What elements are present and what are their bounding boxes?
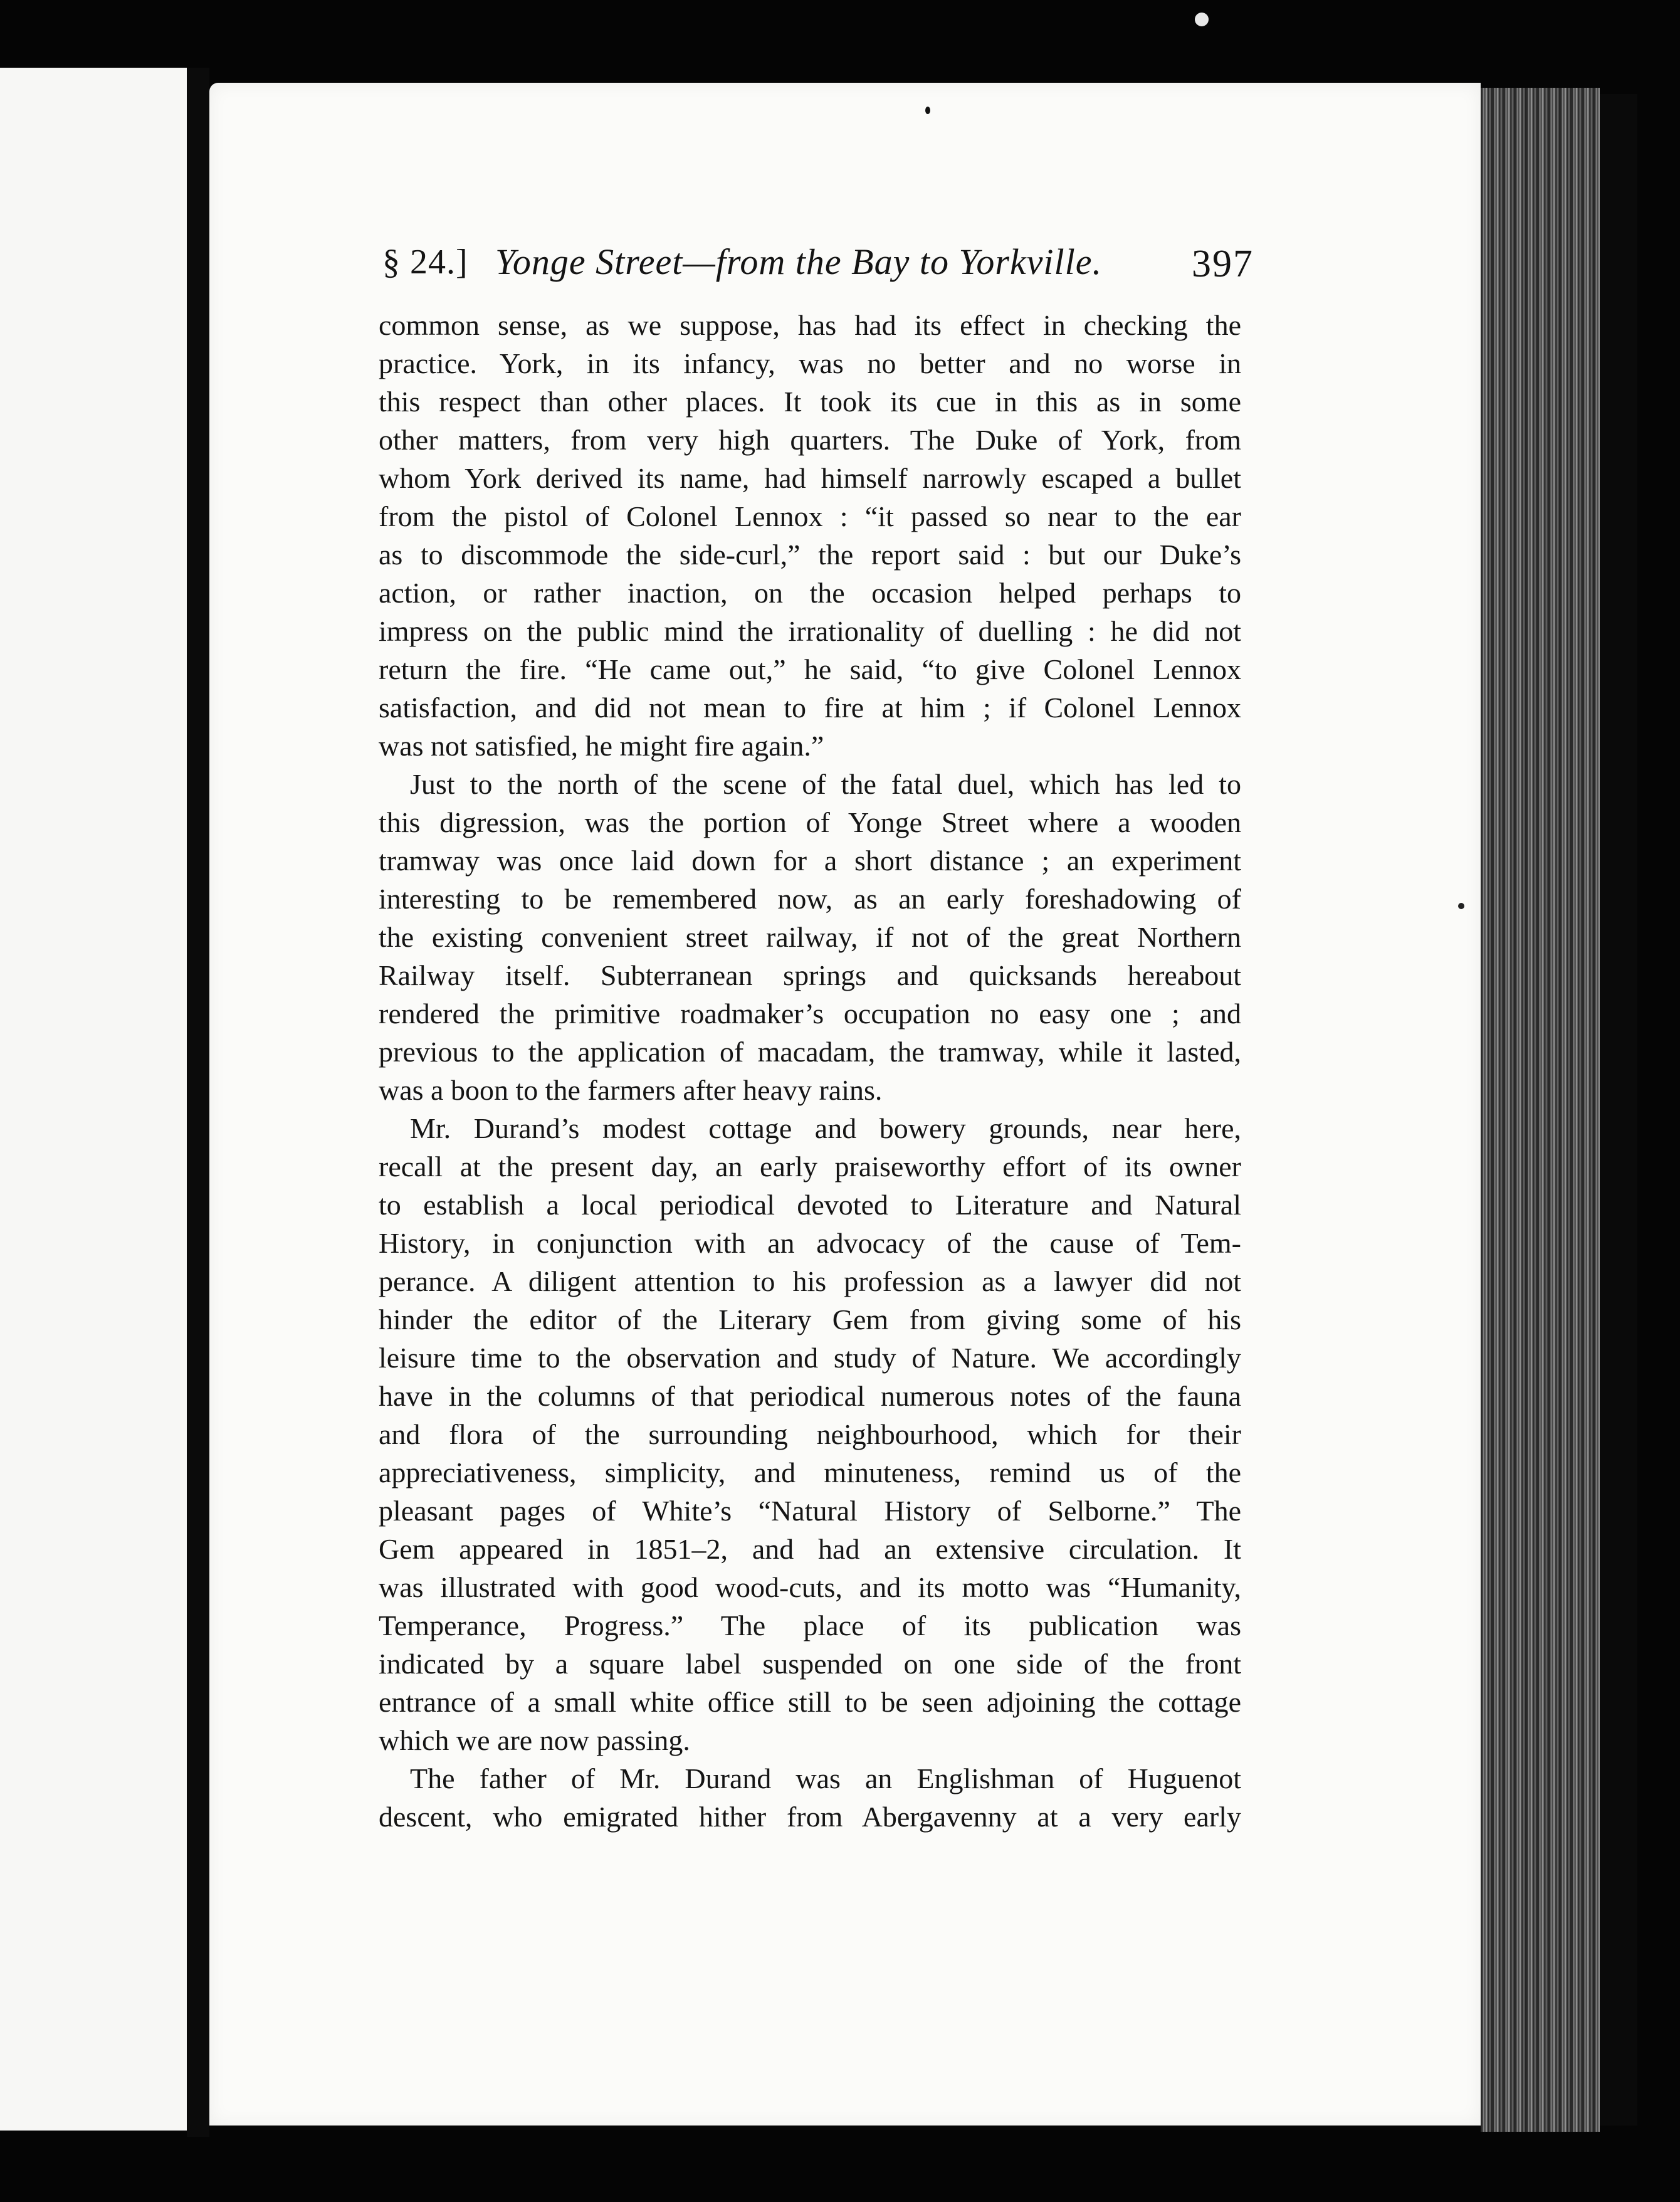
- text-line: pleasant pages of White’s “Natural History of Selborne.” The: [379, 1495, 1241, 1527]
- text-line: return the fire. “He came out,” he said, “to give Colonel Lennox: [379, 653, 1241, 685]
- text-line: interesting to be remembered now, as an early foreshadowing of: [379, 883, 1241, 915]
- text-line: practice. York, in its infancy, was no better and no worse in: [379, 347, 1241, 379]
- text-line: appreciativeness, simplicity, and minuteness, remind us of the: [379, 1457, 1241, 1488]
- text-line: and flora of the surrounding neighbourhood, which for their: [379, 1418, 1241, 1450]
- paragraph: [379, 306, 1241, 765]
- text-line: have in the columns of that periodical numerous notes of the fauna: [379, 1380, 1241, 1412]
- text-line: was not satisfied, he might fire again.”: [379, 730, 824, 762]
- text-line: Railway itself. Subterranean springs and quicksands hereabout: [379, 959, 1241, 991]
- book-cover-edge: [1600, 94, 1637, 2126]
- text-line: to establish a local periodical devoted to Literature and Natural: [379, 1189, 1241, 1221]
- text-line: impress on the public mind the irrationality of duelling : he did not: [379, 615, 1241, 647]
- text-line: satisfaction, and did not mean to fire at him ; if Colonel Lennox: [379, 692, 1241, 724]
- text-line: which we are now passing.: [379, 1724, 690, 1756]
- text-line: The father of Mr. Durand was an Englishman of Huguenot: [410, 1762, 1241, 1794]
- running-title: Yonge Street—from the Bay to Yorkville.: [495, 241, 1103, 282]
- text-line: Gem appeared in 1851–2, and had an extensive circulation. It: [379, 1533, 1241, 1565]
- page-number: 397: [1192, 243, 1254, 285]
- text-line: indicated by a square label suspended on one side of the front: [379, 1648, 1241, 1680]
- text-line: descent, who emigrated hither from Abergavenny at a very early: [379, 1801, 1241, 1833]
- text-line: previous to the application of macadam, the tramway, while it lasted,: [379, 1036, 1241, 1068]
- facing-page-edge: [0, 68, 189, 2131]
- scan-artifact: [1195, 13, 1209, 26]
- text-line: tramway was once laid down for a short distance ; an experiment: [379, 845, 1241, 877]
- text-line: Just to the north of the scene of the fatal duel, which has led to: [410, 768, 1241, 800]
- text-line: as to discommode the side-curl,” the report said : but our Duke’s: [379, 539, 1241, 571]
- text-line: action, or rather inaction, on the occasion helped perhaps to: [379, 577, 1241, 609]
- text-line: recall at the present day, an early praiseworthy effort of its owner: [379, 1151, 1241, 1183]
- text-line: other matters, from very high quarters. The Duke of York, from: [379, 424, 1241, 456]
- text-line: this respect than other places. It took its cue in this as in some: [379, 386, 1241, 418]
- text-line: leisure time to the observation and study of Nature. We accordingly: [379, 1342, 1241, 1374]
- text-line: hinder the editor of the Literary Gem from giving some of his: [379, 1304, 1241, 1335]
- text-line: perance. A diligent attention to his profession as a lawyer did not: [379, 1265, 1241, 1297]
- paragraph: [379, 765, 1241, 1109]
- text-line: was a boon to the farmers after heavy rains.: [379, 1074, 883, 1106]
- text-line: Mr. Durand’s modest cottage and bowery grounds, near here,: [410, 1112, 1241, 1144]
- body-text: [379, 306, 1241, 1836]
- ink-speck: [925, 107, 930, 114]
- text-line: whom York derived its name, had himself narrowly escaped a bullet: [379, 462, 1241, 494]
- paragraph: [379, 1759, 1241, 1836]
- book-gutter: [187, 68, 209, 2137]
- text-line: Temperance, Progress.” The place of its publication was: [379, 1609, 1241, 1641]
- text-line: this digression, was the portion of Yonge Street where a wooden: [379, 806, 1241, 838]
- paragraph: [379, 1109, 1241, 1759]
- text-line: History, in conjunction with an advocacy of the cause of Tem-: [379, 1227, 1241, 1259]
- book-page-edges: [1481, 88, 1600, 2132]
- text-line: common sense, as we suppose, has had its effect in checking the: [379, 309, 1241, 341]
- running-header: [382, 237, 1254, 300]
- section-marker: § 24.]: [382, 243, 468, 282]
- text-line: from the pistol of Colonel Lennox : “it passed so near to the ear: [379, 500, 1241, 532]
- text-line: the existing convenient street railway, if not of the great Northern: [379, 921, 1241, 953]
- text-line: rendered the primitive roadmaker’s occupation no easy one ; and: [379, 998, 1241, 1030]
- text-line: was illustrated with good wood-cuts, and its motto was “Humanity,: [379, 1571, 1241, 1603]
- ink-speck: [1458, 903, 1464, 909]
- text-line: entrance of a small white office still to be seen adjoining the cottage: [379, 1686, 1241, 1718]
